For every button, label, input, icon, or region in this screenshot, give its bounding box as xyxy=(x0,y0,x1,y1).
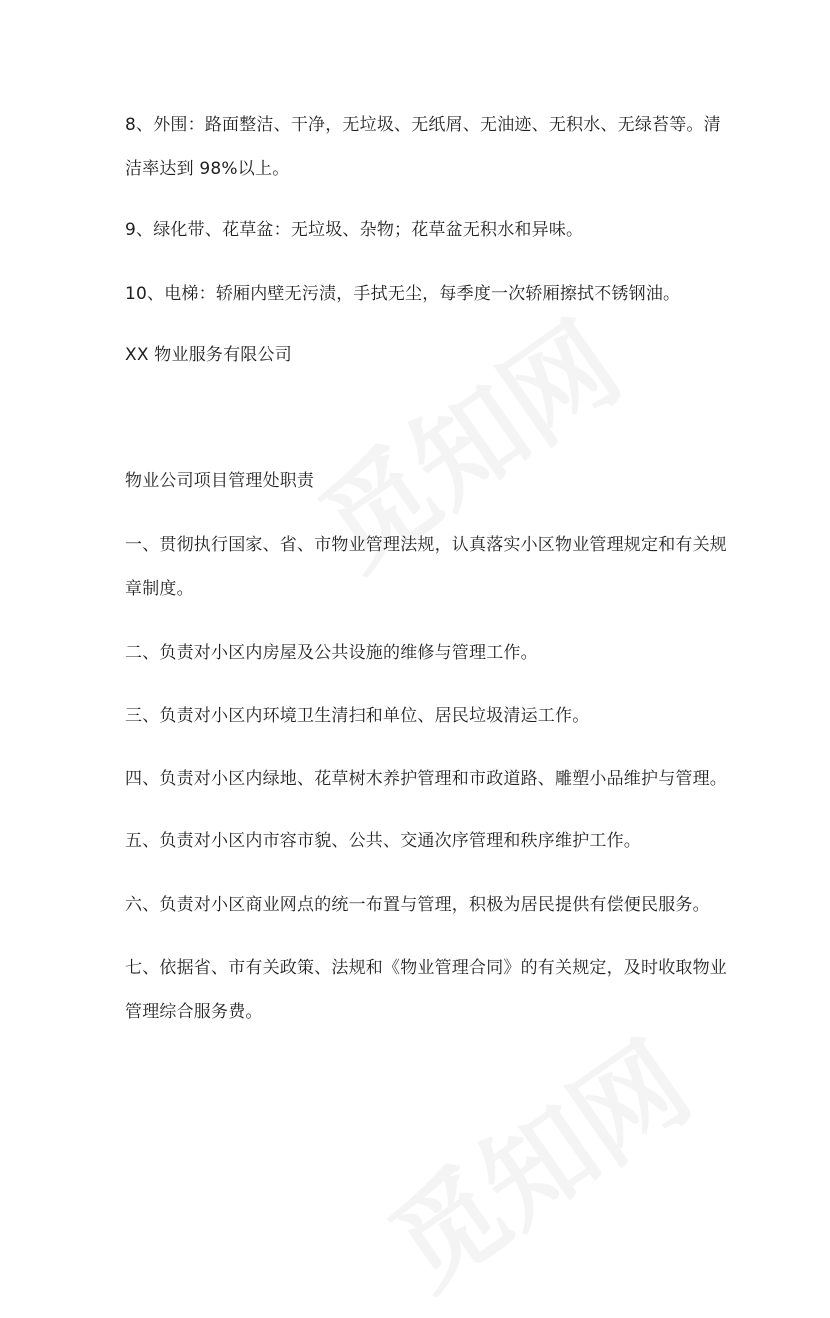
duty-item-3: 三、负责对小区内环境卫生清扫和单位、居民垃圾清运工作。 xyxy=(125,706,590,726)
text-line-greenbelt: 9、绿化带、花草盆：无垃圾、杂物；花草盆无积水和异味。 xyxy=(125,220,584,240)
duty-item-5: 五、负责对小区内市容市貌、公共、交通次序管理和秩序维护工作。 xyxy=(125,831,641,851)
watermark xyxy=(355,1000,716,1318)
duty-item-7-cont: 管理综合服务费。 xyxy=(125,1002,263,1022)
duty-item-2: 二、负责对小区内房屋及公共设施的维修与管理工作。 xyxy=(125,643,538,663)
text-line-outer-area: 8、外围：路面整洁、干净，无垃圾、无纸屑、无油迹、无积水、无绿苔等。清 xyxy=(125,115,721,135)
duty-item-4: 四、负责对小区内绿地、花草树木养护管理和市政道路、雕塑小品维护与管理。 xyxy=(125,769,727,789)
section-title: 物业公司项目管理处职责 xyxy=(125,471,315,491)
text-line-elevator: 10、电梯：轿厢内壁无污渍，手拭无尘，每季度一次轿厢擦拭不锈钢油。 xyxy=(125,284,681,304)
duty-item-7: 七、依据省、市有关政策、法规和《物业管理合同》的有关规定，及时收取物业 xyxy=(125,958,727,978)
duty-item-1-cont: 章制度。 xyxy=(125,579,194,599)
text-line-outer-area-cont: 洁率达到 98%以上。 xyxy=(125,159,290,179)
duty-item-1: 一、贯彻执行国家、省、市物业管理法规，认真落实小区物业管理规定和有关规 xyxy=(125,535,727,555)
duty-item-6: 六、负责对小区商业网点的统一布置与管理，积极为居民提供有偿便民服务。 xyxy=(125,895,710,915)
company-name: XX 物业服务有限公司 xyxy=(125,345,292,365)
